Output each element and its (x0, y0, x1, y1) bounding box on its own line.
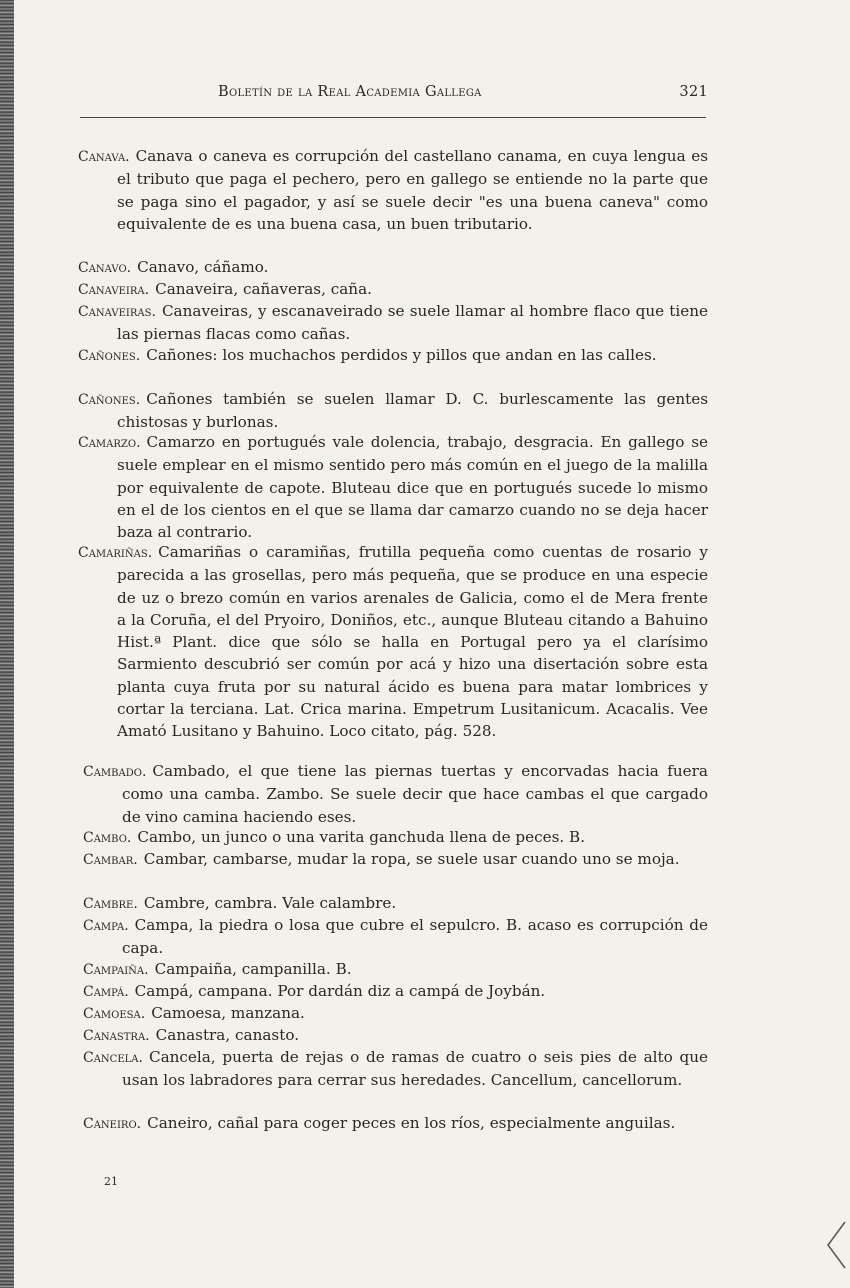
entry-headword: Cañones. (78, 392, 141, 408)
entry-cambre (83, 892, 708, 915)
entry-text: Camarzo en portugués vale dolencia, trabajo, desgracia. En gallego se suele emplear en el mismo sentido pero más común en el juego de la malilla por equivalente de capote. Bluteau dice que en portugués sucede lo mismo en el de los cientos en el que se llama dar camarzo cuando no se deja hacer baza al contrario. (117, 433, 708, 542)
entry-cancela (83, 1046, 708, 1092)
page-number: 321 (679, 84, 708, 100)
entry-text: Caneiro, cañal para coger peces en los ríos, especialmente anguilas. (147, 1114, 676, 1132)
entry-cambado (83, 760, 708, 828)
entry-headword: Cambre. (83, 896, 138, 912)
entry-headword: Campa. (83, 918, 129, 934)
entry-headword: Camoesa. (83, 1006, 146, 1022)
entry-camoesa (83, 1002, 708, 1025)
entry-headword: Canaveira. (78, 282, 150, 298)
entry-headword: Campaiña. (83, 962, 149, 978)
journal-title: Boletín de la Real Academia Gallega (218, 84, 482, 100)
entry-canava (78, 145, 708, 235)
entry-canaveiras (78, 300, 708, 346)
entry-canaveira (78, 278, 708, 301)
entry-text: Canaveiras, y escanaveirado se suele llamar al hombre flaco que tiene las piernas flacas como cañas. (117, 302, 708, 344)
entry-text: Canava o caneva es corrupción del castellano canama, en cuya lengua es el tributo que paga el pechero, pero en gallego se entiende no la parte que se paga sino el pagador, y así se suele decir "es una buena caneva" como equivalente de es una buena casa, un buen tributario. (117, 147, 708, 233)
entry-caneiro (83, 1112, 708, 1135)
entry-headword: Cambado. (83, 764, 147, 780)
entry-text: Camoesa, manzana. (151, 1004, 305, 1022)
entry-camarinas (78, 541, 708, 743)
entry-headword: Canava. (78, 149, 130, 165)
entry-text: Cambre, cambra. Vale calambre. (143, 894, 397, 912)
printer-signature: 21 (104, 1175, 118, 1188)
entry-text: Cambado, el que tiene las piernas tuertas y encorvadas hacia fuera como una camba. Zambo. Se suele decir que hace cambas el que cargado de vino camina haciendo eses. (122, 762, 708, 826)
entry-headword: Cancela. (83, 1050, 143, 1066)
entry-headword: Camarzo. (78, 435, 141, 451)
entry-camarzo (78, 431, 708, 543)
entry-headword: Caneiro. (83, 1116, 142, 1132)
entry-headword: Campá. (83, 984, 129, 1000)
entry-text: Cambar, cambarse, mudar la ropa, se suele usar cuando uno se moja. (143, 850, 680, 868)
entry-headword: Canavo. (78, 260, 132, 276)
entry-canavo (78, 256, 708, 279)
entry-text: Campaiña, campanilla. B. (154, 960, 352, 978)
entry-headword: Cambo. (83, 830, 132, 846)
entry-headword: Cañones. (78, 348, 141, 364)
entry-canastra (83, 1024, 708, 1047)
entry-text: Cañones: los muchachos perdidos y pillos que andan en las calles. (146, 346, 657, 364)
entry-canones-2 (78, 388, 708, 434)
entry-headword: Camariñas. (78, 545, 153, 561)
entry-headword: Canastra. (83, 1028, 150, 1044)
entry-text: Canavo, cáñamo. (137, 258, 269, 276)
header-rule (80, 117, 706, 118)
entry-campa-2 (83, 980, 708, 1003)
entry-text: Campa, la piedra o losa que cubre el sepulcro. B. acaso es corrupción de capa. (122, 916, 708, 958)
entry-campa (83, 914, 708, 960)
entry-campaina (83, 958, 708, 981)
entry-canones (78, 344, 708, 367)
entry-text: Cañones también se suelen llamar D. C. burlescamente las gentes chistosas y burlonas. (117, 390, 708, 432)
entry-text: Cambo, un junco o una varita ganchuda llena de peces. B. (137, 828, 586, 846)
entry-text: Canaveira, cañaveras, caña. (155, 280, 372, 298)
entry-text: Camariñas o caramiñas, frutilla pequeña como cuentas de rosario y parecida a las grosellas, pero más pequeña, que se produce en una especie de uz o brezo común en varios arenales de Galicia, como el de Mera frente a la Coruña, el del Pryoiro, Doniños, etc., aunque Bluteau citando a Bahuino Hist.ª Plant. dice que sólo se halla en Portugal pero ya el clarísimo Sarmiento descubrió ser común por acá y hizo una disertación sobre esta planta cuya fruta por su natural ácido es buena para matar lombrices y cortar la terciana. Lat. Crica marina. Empetrum Lusitanicum. Acacalis. Vee Amató Lusitano y Bahuino. Loco citato, pág. 528. (117, 543, 708, 741)
entry-text: Campá, campana. Por dardán diz a campá de Joybán. (134, 982, 546, 1000)
entry-headword: Cambar. (83, 852, 138, 868)
entry-text: Canastra, canasto. (155, 1026, 300, 1044)
page-turn-arrow-icon[interactable] (825, 1220, 847, 1270)
entry-cambar (83, 848, 708, 871)
entry-cambo (83, 826, 708, 849)
entry-headword: Canaveiras. (78, 304, 156, 320)
entry-text: Cancela, puerta de rejas o de ramas de cuatro o seis pies de alto que usan los labradores para cerrar sus heredades. Cancellum, cancellorum. (122, 1048, 708, 1090)
